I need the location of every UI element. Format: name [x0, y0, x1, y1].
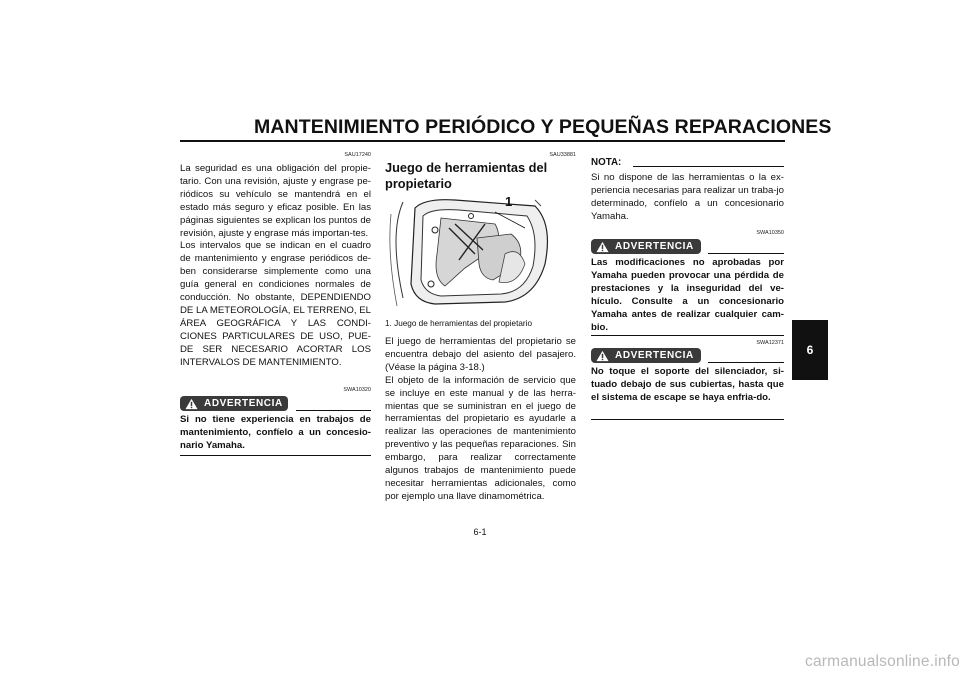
intro-text	[180, 163, 371, 370]
warning-end-rule	[591, 419, 784, 420]
toolkit-figure	[385, 194, 576, 314]
toolkit-illustration	[385, 194, 576, 314]
warning-icon	[185, 398, 198, 410]
warning-badge	[591, 348, 701, 363]
warning-icon	[596, 350, 609, 362]
section-code: SAU17240	[344, 152, 371, 158]
warning-code: SWA12371	[756, 340, 784, 346]
nota-text: Si no dispone de las herramientas o la ex-periencia necesarias para realizar un traba-jo determinado, confíelo a un concesionario Yamaha.	[591, 172, 784, 222]
warning-text: Si no tiene experiencia en trabajos de mantenimiento, confíelo a un concesio-nario Yamaha.	[180, 414, 371, 451]
warning-rule	[708, 253, 784, 254]
warning-end-rule	[180, 455, 371, 456]
intro-paragraph-2: Los intervalos que se indican en el cuadro de mantenimiento y engrase periódicos de-ben considerarse simplemente como una guía general en condiciones normales de conducción. No obstante, DEPENDIENDO DE LA METEOROLOGÍA, EL TERRENO, EL ÁREA GEOGRÁFICA Y LAS CONDI-CIONES PARTICULARES DE USO, PUE-DE SER NECESARIO ACORTAR LOS INTERVALOS DE MANTENIMIENTO.	[180, 240, 371, 368]
page-title: MANTENIMIENTO PERIÓDICO Y PEQUEÑAS REPARACIONES	[254, 116, 832, 138]
toolkit-text	[385, 336, 576, 504]
warning-rule	[708, 362, 784, 363]
warning-text: No toque el soporte del silenciador, si-tuado debajo de sus cubiertas, hasta que el sistema de escape se haya enfria-do.	[591, 366, 784, 403]
nota-label: NOTA:	[591, 157, 622, 168]
toolkit-paragraph-2: El objeto de la información de servicio que se incluye en este manual y de las herra-mientas que se suministran en el juego de herramientas del propietario es ayudarle a realizar las operaciones de mantenimiento preventivo y las pequeñas reparaciones. Sin embargo, para realizar correctamente algunos trabajos de mantenimiento puede necesitar herramientas adicionales, como por ejemplo una llave dinamométrica.	[385, 374, 576, 502]
intro-paragraph-1: La seguridad es una obligación del propie-tario. Con una revisión, ajuste y engrase pe-riódicos su vehículo se mantendrá en el estado más seguro y eficaz posible. En las páginas siguientes se explican los puntos de revisión, ajuste y engrase más importan-tes.	[180, 163, 371, 239]
warning-code: SWA10320	[343, 387, 371, 393]
warning-badge	[180, 396, 288, 411]
chapter-tab: 6	[792, 320, 828, 380]
warning-code: SWA10350	[756, 230, 784, 236]
page-number: 6-1	[473, 527, 487, 537]
warning-label: ADVERTENCIA	[615, 350, 694, 361]
toolkit-paragraph-1: El juego de herramientas del propietario se encuentra debajo del asiento del pasajero. (Véase la página 3-18.)	[385, 336, 576, 373]
warning-icon	[596, 241, 609, 253]
figure-callout: 1	[505, 194, 513, 209]
section-title: Juego de herramientas del propietario	[385, 160, 548, 191]
warning-text: Las modificaciones no aprobadas por Yamaha pueden provocar una pérdida de prestaciones y la inseguridad del ve-hículo. Consulte a un concesionario Yamaha antes de realizar cualquier cam-bio.	[591, 257, 784, 333]
figure-caption: 1. Juego de herramientas del propietario	[385, 319, 533, 328]
warning-badge	[591, 239, 701, 254]
watermark: carmanualsonline.info	[805, 653, 960, 670]
warning-label: ADVERTENCIA	[615, 241, 694, 252]
warning-end-rule	[591, 335, 784, 336]
section-code: SAU33881	[549, 152, 576, 158]
warning-rule	[296, 410, 371, 411]
header-rule	[180, 140, 785, 142]
warning-label: ADVERTENCIA	[204, 398, 283, 409]
nota-rule	[633, 166, 784, 167]
